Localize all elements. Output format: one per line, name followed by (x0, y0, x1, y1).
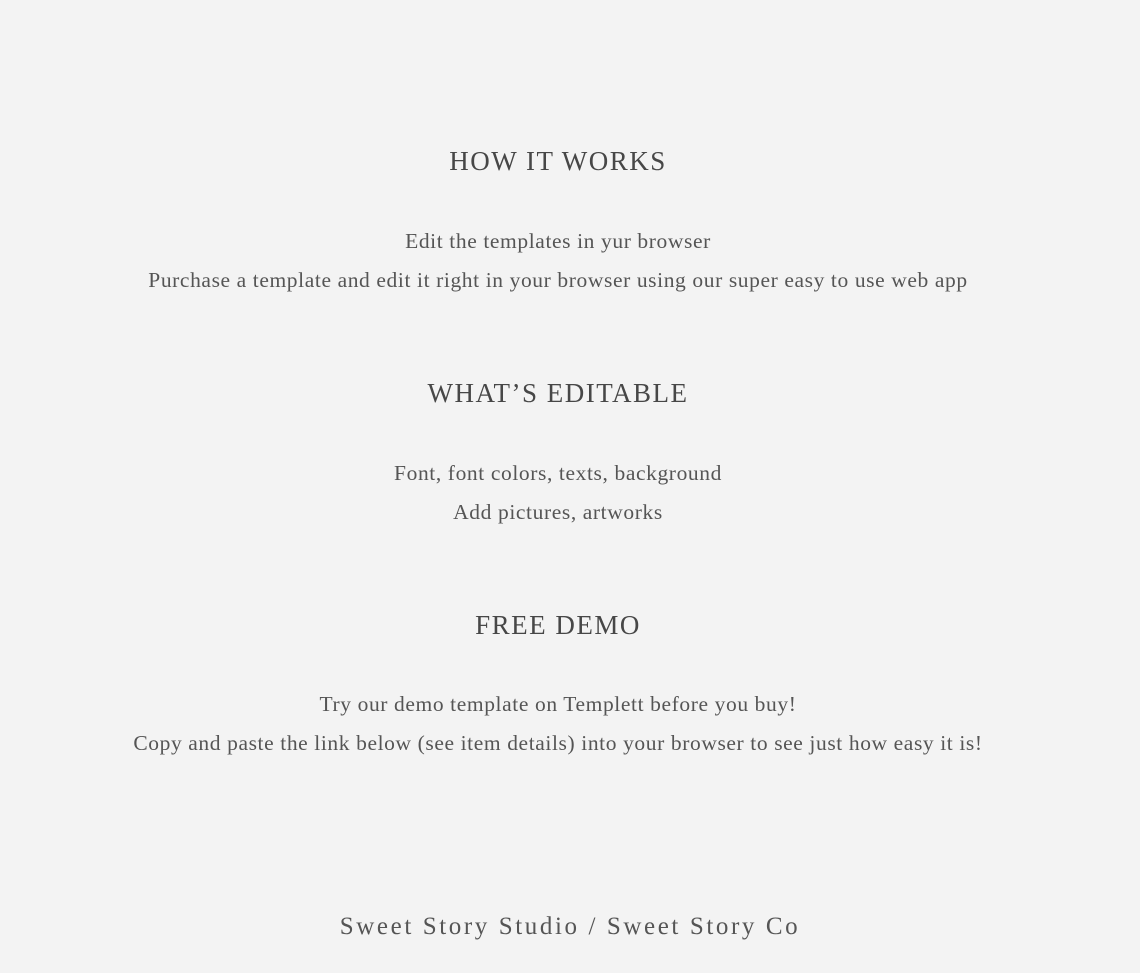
whats-editable-line-2: Add pictures, artworks (453, 500, 663, 524)
free-demo-line-1: Try our demo template on Templett before you buy! (319, 692, 797, 716)
section-heading-whats-editable: WHAT’S EDITABLE (427, 378, 689, 408)
section-heading-how-it-works: HOW IT WORKS (449, 146, 667, 176)
section-heading-free-demo: FREE DEMO (475, 610, 641, 640)
how-it-works-line-2: Purchase a template and edit it right in your browser using our super easy to use web app (148, 268, 968, 292)
brand-footer: Sweet Story Studio / Sweet Story Co (339, 913, 801, 940)
whats-editable-line-1: Font, font colors, texts, background (394, 461, 722, 485)
free-demo-line-2: Copy and paste the link below (see item details) into your browser to see just how easy it is! (133, 731, 983, 755)
how-it-works-line-1: Edit the templates in yur browser (405, 229, 711, 253)
